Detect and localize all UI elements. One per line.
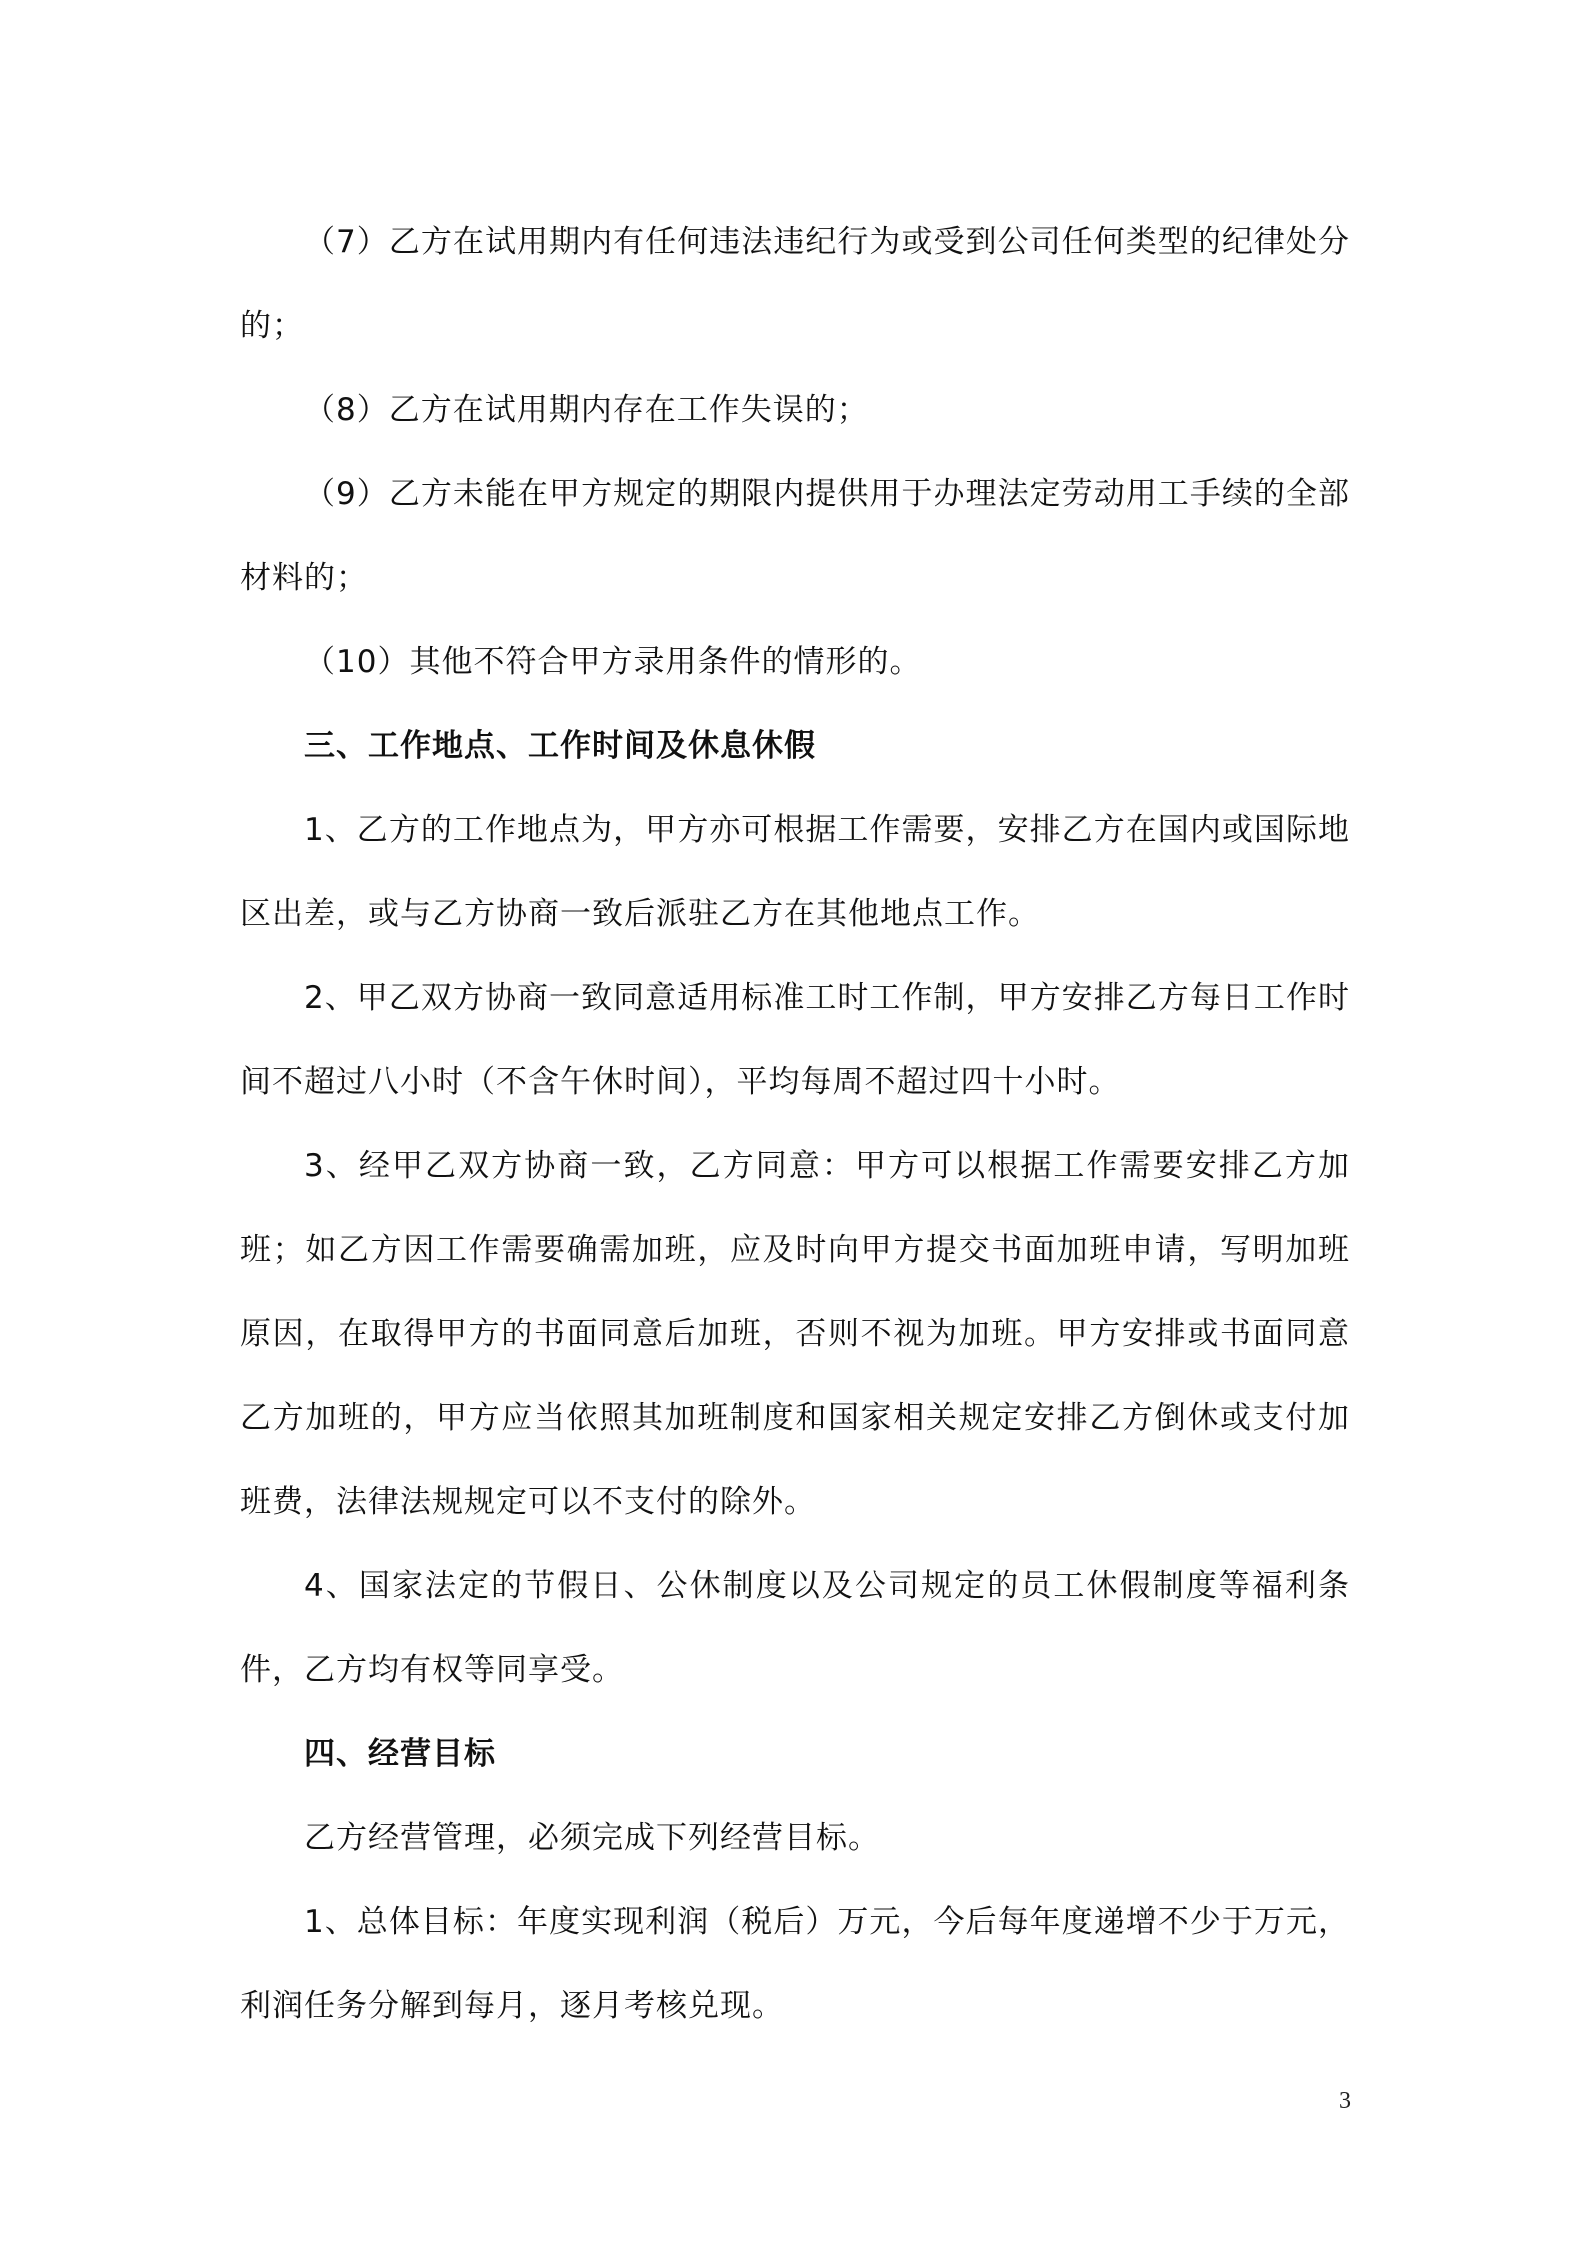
paragraph-overtime: 3、经甲乙双方协商一致，乙方同意：甲方可以根据工作需要安排乙方加班；如乙方因工作需要确需加班，应及时向甲方提交书面加班申请，写明加班原因，在取得甲方的书面同意后加班，否则不视为加班。甲方安排或书面同意乙方加班的，甲方应当依照其加班制度和国家相关规定安排乙方倒休或支付加班费，法律法规规定可以不支付的除外。 [240, 1148, 1350, 1520]
paragraph-work-location: 1、乙方的工作地点为，甲方亦可根据工作需要，安排乙方在国内或国际地区出差，或与乙方协商一致后派驻乙方在其他地点工作。 [240, 812, 1350, 932]
paragraph-holidays: 4、国家法定的节假日、公休制度以及公司规定的员工休假制度等福利条件，乙方均有权等同享受。 [240, 1568, 1350, 1688]
paragraph-goals-intro: 乙方经营管理，必须完成下列经营目标。 [304, 1820, 880, 1856]
document-body [240, 200, 1350, 2048]
paragraph-probation-item-9: （9）乙方未能在甲方规定的期限内提供用于办理法定劳动用工手续的全部材料的； [240, 476, 1350, 596]
paragraph-probation-item-10: （10）其他不符合甲方录用条件的情形的。 [304, 644, 922, 680]
section-heading-work-location-time: 三、工作地点、工作时间及休息休假 [304, 728, 816, 764]
paragraph-working-hours: 2、甲乙双方协商一致同意适用标准工时工作制，甲方安排乙方每日工作时间不超过八小时（不含午休时间），平均每周不超过四十小时。 [240, 980, 1350, 1100]
section-heading-business-goals: 四、经营目标 [304, 1736, 496, 1772]
paragraph-overall-goal: 1、总体目标：年度实现利润（税后）万元，今后每年度递增不少于万元，利润任务分解到每月，逐月考核兑现。 [240, 1904, 1350, 2024]
paragraph-probation-item-8: （8）乙方在试用期内存在工作失误的； [304, 392, 869, 428]
page-number: 3 [1339, 2088, 1351, 2114]
paragraph-probation-item-7: （7）乙方在试用期内有任何违法违纪行为或受到公司任何类型的纪律处分的； [240, 224, 1350, 344]
